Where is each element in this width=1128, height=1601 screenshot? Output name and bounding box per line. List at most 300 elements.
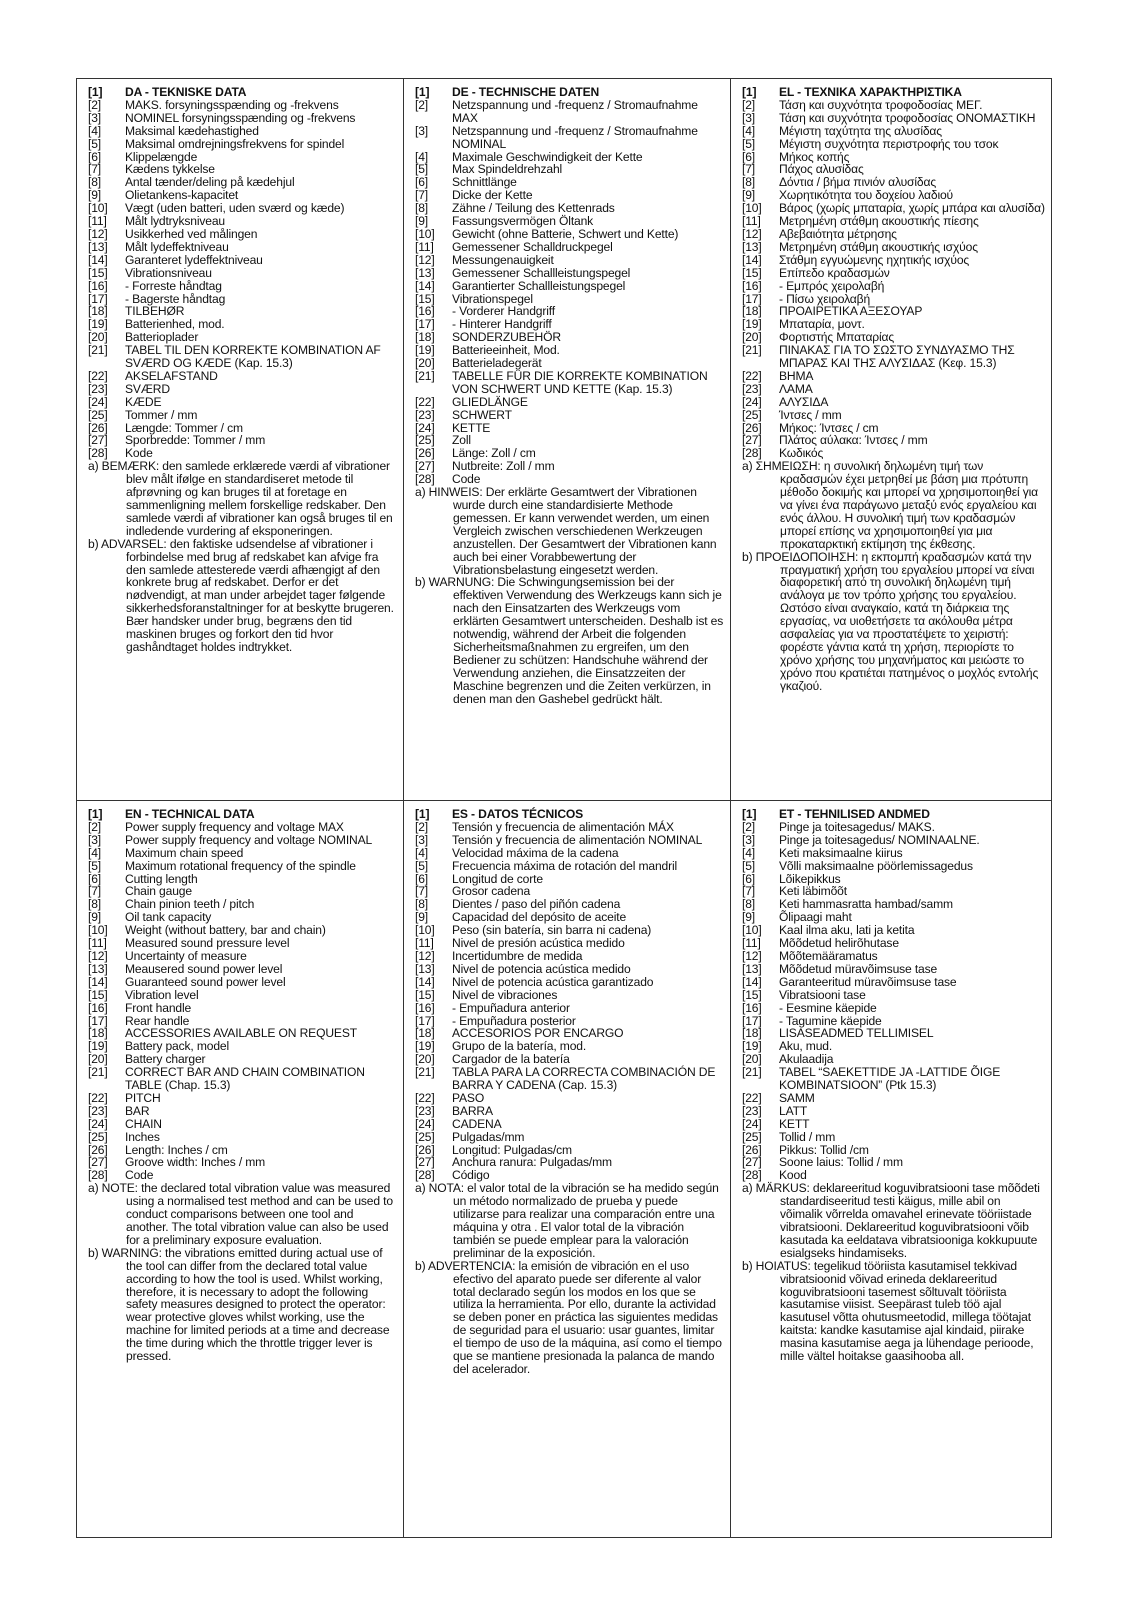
spec-item bbox=[88, 138, 397, 151]
item-number: [22] bbox=[742, 1090, 762, 1105]
spec-item bbox=[742, 1092, 1045, 1105]
item-label: Battery pack, model bbox=[125, 1039, 230, 1054]
item-label: Front handle bbox=[125, 1000, 192, 1015]
item-number: [12] bbox=[742, 948, 762, 963]
item-label: - Eesmine käepide bbox=[779, 1000, 877, 1015]
item-number: [8] bbox=[742, 175, 755, 190]
spec-item bbox=[415, 396, 724, 409]
item-label: EL - ΤΕΧΝΙΚΑ ΧΑΡΑΚΤΗΡΙΣΤΙΚΑ bbox=[779, 85, 962, 99]
item-label: ΒΗΜΑ bbox=[779, 368, 814, 383]
item-label: Μπαταρία, μοντ. bbox=[779, 317, 865, 332]
item-number: [4] bbox=[415, 845, 428, 860]
spec-item bbox=[742, 976, 1045, 989]
item-number: [1] bbox=[88, 85, 103, 99]
item-number: [17] bbox=[415, 1013, 435, 1028]
section-da bbox=[77, 79, 404, 801]
item-label: CADENA bbox=[452, 1116, 502, 1131]
warning-b: b) HOIATUS: tegelikud tööriista kasutamisel tekkivad vibratsioonid võivad erineda deklareeritud koguvibratsiooni tasemest sõltuvalt tööriista kasutamise viisist. Seepärast tuleb töö ajal kasutusel võtta ohutusmeetodid, millega töötajat kaitsta: kandke kasutamise ajal kindaid, piirake masina kasutamise aega ja lühendage perioode, mille vältel hoitakse gaasihooba all. bbox=[742, 1258, 1034, 1364]
item-number: [23] bbox=[88, 1103, 108, 1118]
item-number: [15] bbox=[415, 987, 435, 1002]
item-label: Mõõdetud helirõhutase bbox=[779, 936, 899, 951]
item-label: Nivel de potencia acústica medido bbox=[452, 961, 631, 976]
item-number: [13] bbox=[88, 961, 108, 976]
item-label: LATT bbox=[779, 1103, 808, 1118]
spec-item bbox=[742, 963, 1045, 976]
spec-item bbox=[742, 125, 1045, 138]
item-label: DE - TECHNISCHE DATEN bbox=[452, 85, 600, 99]
item-number: [2] bbox=[88, 819, 101, 834]
item-label: - Hinterer Handgriff bbox=[452, 317, 552, 332]
item-number: [17] bbox=[88, 1013, 108, 1028]
spec-item bbox=[88, 344, 397, 370]
item-label: Código bbox=[452, 1168, 490, 1183]
item-label: Χωρητικότητα του δοχείου λαδιού bbox=[779, 188, 954, 203]
item-number: [25] bbox=[742, 407, 762, 422]
item-number: [7] bbox=[88, 162, 101, 177]
spec-item bbox=[88, 860, 397, 873]
item-label: PASO bbox=[452, 1090, 485, 1105]
section-el bbox=[731, 79, 1051, 801]
item-number: [9] bbox=[88, 188, 101, 203]
item-number: [7] bbox=[742, 162, 755, 177]
item-label: Grupo de la batería, mod. bbox=[452, 1039, 587, 1054]
spec-item bbox=[88, 280, 397, 293]
item-number: [10] bbox=[88, 201, 108, 216]
item-label: Tommer / mm bbox=[125, 407, 198, 422]
item-number: [18] bbox=[742, 1026, 762, 1041]
item-number: [22] bbox=[742, 368, 762, 383]
item-label: SCHWERT bbox=[452, 407, 512, 422]
spec-item bbox=[88, 125, 397, 138]
item-number: [19] bbox=[88, 317, 108, 332]
item-label: BARRA bbox=[452, 1103, 493, 1118]
item-label: NOMINEL forsyningsspænding og -frekvens bbox=[125, 110, 356, 125]
item-label: Αβεβαιότητα μέτρησης bbox=[779, 226, 897, 241]
item-label: Akulaadija bbox=[779, 1052, 834, 1067]
item-number: [18] bbox=[88, 304, 108, 319]
item-label: Nivel de potencia acústica garantizado bbox=[452, 974, 654, 989]
item-label: Kaal ilma aku, lati ja ketita bbox=[779, 923, 915, 938]
item-number: [3] bbox=[742, 110, 755, 125]
spec-item bbox=[415, 241, 724, 254]
spec-item bbox=[742, 1105, 1045, 1118]
item-label: Vibratsiooni tase bbox=[779, 987, 866, 1002]
item-number: [21] bbox=[88, 1065, 108, 1080]
item-number: [1] bbox=[742, 85, 757, 99]
spec-item bbox=[742, 834, 1045, 847]
note-a: a) NOTA: el valor total de la vibración se ha medido según un método normalizado de prueba y puede utilizarse para realizar una comparación entre una máquina y otra . El valor total de la vibración también se puede emplear para la valoración preliminar de la exposición. bbox=[415, 1181, 719, 1260]
item-label: Μέγιστη συχνότητα περιστροφής του τσοκ bbox=[779, 136, 999, 151]
spec-item bbox=[415, 370, 724, 396]
item-number: [27] bbox=[742, 1155, 762, 1170]
item-number: [14] bbox=[88, 974, 108, 989]
item-label: Tollid / mm bbox=[779, 1129, 836, 1144]
section-title bbox=[415, 86, 724, 99]
item-number: [1] bbox=[415, 807, 430, 821]
item-label: Maximum chain speed bbox=[125, 845, 244, 860]
spec-item bbox=[742, 847, 1045, 860]
item-number: [3] bbox=[415, 832, 428, 847]
spec-item bbox=[88, 950, 397, 963]
item-number: [13] bbox=[415, 265, 435, 280]
spec-item bbox=[742, 989, 1045, 1002]
item-label: Messungenauigkeit bbox=[452, 252, 554, 267]
spec-item bbox=[742, 396, 1045, 409]
item-number: [7] bbox=[88, 884, 101, 899]
item-label: Keti hammasratta hambad/samm bbox=[779, 897, 953, 912]
item-number: [17] bbox=[742, 1013, 762, 1028]
spec-item bbox=[88, 241, 397, 254]
spec-item bbox=[415, 1105, 724, 1118]
item-number: [26] bbox=[742, 420, 762, 435]
item-label: Nivel de presión acústica medido bbox=[452, 936, 625, 951]
item-number: [24] bbox=[742, 394, 762, 409]
item-label: CHAIN bbox=[125, 1116, 162, 1131]
item-label: Max Spindeldrehzahl bbox=[452, 162, 563, 177]
item-number: [4] bbox=[88, 845, 101, 860]
item-label: Lõikepikkus bbox=[779, 871, 841, 886]
item-label: Στάθμη εγγυώμενης ηχητικής ισχύος bbox=[779, 252, 970, 267]
item-number: [8] bbox=[742, 897, 755, 912]
item-label: - Πίσω χειρολαβή bbox=[779, 291, 871, 306]
item-label: Klippelængde bbox=[125, 149, 198, 164]
warning-b: b) ADVARSEL: den faktiske udsendelse af vibrationer i forbindelse med brug af redskabet kan afvige fra den samlede attesterede værdi afhængigt af den konkrete brug af redskabet. Derfor er det nødvendigt, at man under arbejdet tager følgende sikkerhedsforanstaltninger for at beskytte brugeren. Bær handsker under brug, begræns den tid maskinen bruges og forkort den tid hvor gashåndtaget holdes indtrykket. bbox=[88, 536, 394, 654]
item-label: Kood bbox=[779, 1168, 807, 1183]
item-label: Weight (without battery, bar and chain) bbox=[125, 923, 326, 938]
item-number: [6] bbox=[415, 871, 428, 886]
item-label: TABELLE FÜR DIE KORREKTE KOMBINATION VON SCHWERT UND KETTE (Kap. 15.3) bbox=[452, 368, 708, 396]
item-number: [17] bbox=[415, 317, 435, 332]
spec-item bbox=[742, 344, 1045, 370]
item-label: Maksimal kædehastighed bbox=[125, 123, 259, 138]
item-label: - Empuñadura posterior bbox=[452, 1013, 576, 1028]
item-number: [6] bbox=[88, 149, 101, 164]
spec-item bbox=[415, 267, 724, 280]
item-label: ΑΛΥΣΙΔΑ bbox=[779, 394, 829, 409]
item-number: [16] bbox=[742, 1000, 762, 1015]
item-number: [11] bbox=[415, 239, 434, 254]
item-number: [10] bbox=[88, 923, 108, 938]
warning-b: b) ΠΡΟΕΙΔΟΠΟΙΗΣΗ: η εκπομπή κραδασμών κατά την πραγματική χρήση του εργαλείου μπορεί να είναι διαφορετική από τη συνολική δηλωμένη τιμή ανάλογα με τον τρόπο χρήσης του εργαλείου. Ωστόσο είναι αναγκαίο, κατά τη διάρκεια της εργασίας, να υιοθετήσετε τα ακόλουθα μέτρα ασφαλείας για να προστατέψετε το χειριστή: φορέστε γάντια κατά τη χρήση, περιορίστε το χρόνο χρήσης του μηχανήματος και μειώστε το χρόνο που κρατιέται πατημένος ο μοχλός εντολής γκαζιού. bbox=[742, 549, 1039, 693]
item-number: [2] bbox=[415, 97, 428, 112]
item-label: Fassungsvermögen Öltank bbox=[452, 214, 594, 229]
warning-b: b) WARNUNG: Die Schwingungsemission bei der effektiven Verwendung des Werkzeugs kann sich je nach den Einsatzarten des Werkzeugs vom erklärten Gesamtwert unterscheiden. Deshalb ist es notwendig, während der Arbeit die folgenden Sicherheitsmaßnahmen zu ergreifen, um den Bediener zu schützen: Handschuhe während der Verwendung anziehen, die Einsatzzeiten der Maschine begrenzen und die Zeiten verkürzen, in denen man den Gashebel gedrückt hält. bbox=[415, 575, 724, 706]
item-label: Pikkus: Tollid /cm bbox=[779, 1142, 869, 1157]
item-number: [20] bbox=[415, 356, 435, 371]
item-label: Kædens tykkelse bbox=[125, 162, 215, 177]
spec-item bbox=[742, 228, 1045, 241]
item-label: Målt lydeffektniveau bbox=[125, 239, 229, 254]
item-label: Batterieladegerät bbox=[452, 356, 542, 371]
item-label: Measured sound pressure level bbox=[125, 936, 290, 951]
item-label: Inches bbox=[125, 1129, 160, 1144]
item-label: SVÆRD bbox=[125, 381, 170, 396]
spec-item bbox=[742, 1002, 1045, 1015]
spec-item bbox=[415, 950, 724, 963]
spec-item bbox=[88, 1002, 397, 1015]
item-label: Βάρος (χωρίς μπαταρία, χωρίς μπάρα και αλυσίδα) bbox=[779, 201, 1045, 216]
item-number: [25] bbox=[415, 433, 435, 448]
item-number: [5] bbox=[742, 858, 755, 873]
item-number: [10] bbox=[742, 201, 762, 216]
item-number: [23] bbox=[742, 1103, 762, 1118]
item-label: PITCH bbox=[125, 1090, 161, 1105]
item-number: [28] bbox=[415, 472, 435, 487]
spec-item bbox=[742, 1066, 1045, 1092]
item-number: [22] bbox=[88, 1090, 108, 1105]
item-label: Chain gauge bbox=[125, 884, 192, 899]
item-label: Vægt (uden batteri, uden sværd og kæde) bbox=[125, 201, 345, 216]
item-number: [19] bbox=[742, 317, 762, 332]
item-label: Power supply frequency and voltage MAX bbox=[125, 819, 344, 834]
spec-item bbox=[88, 1118, 397, 1131]
item-label: BAR bbox=[125, 1103, 150, 1118]
item-label: TABEL “SAEKETTIDE JA -LATTIDE ÕIGE KOMBINATSIOON” (Ptk 15.3) bbox=[779, 1065, 1001, 1093]
item-label: Power supply frequency and voltage NOMINAL bbox=[125, 832, 373, 847]
item-number: [15] bbox=[742, 987, 762, 1002]
item-label: SAMM bbox=[779, 1090, 815, 1105]
item-number: [25] bbox=[88, 407, 108, 422]
item-label: CORRECT BAR AND CHAIN COMBINATION TABLE (Chap. 15.3) bbox=[125, 1065, 365, 1093]
section-et bbox=[731, 801, 1051, 1537]
item-label: Rear handle bbox=[125, 1013, 190, 1028]
spec-item bbox=[88, 1066, 397, 1092]
item-number: [2] bbox=[742, 819, 755, 834]
item-number: [15] bbox=[742, 265, 762, 280]
spec-item bbox=[88, 383, 397, 396]
item-label: Målt lydtryksniveau bbox=[125, 214, 225, 229]
section-de bbox=[404, 79, 731, 801]
item-number: [6] bbox=[88, 871, 101, 886]
spec-item bbox=[88, 228, 397, 241]
warning-b: b) ADVERTENCIA: la emisión de vibración en el uso efectivo del aparato puede ser diferente al valor total declarado según los modos en los que se utiliza la herramienta. Por ello, durante la actividad se deben poner en práctica las siguientes medidas de seguridad para el usuario: usar guantes, limitar el tiempo de uso de la máquina, así como el tiempo que se mantiene presionada la palanca de mando del acelerador. bbox=[415, 1258, 722, 1376]
item-label: Soone laius: Tollid / mm bbox=[779, 1155, 903, 1170]
item-number: [27] bbox=[88, 433, 108, 448]
item-number: [21] bbox=[742, 1065, 762, 1080]
item-number: [9] bbox=[415, 214, 428, 229]
item-label: Κωδικός bbox=[779, 446, 824, 461]
section-title bbox=[88, 86, 397, 99]
spec-item bbox=[88, 989, 397, 1002]
item-number: [14] bbox=[742, 252, 762, 267]
spec-item bbox=[742, 112, 1045, 125]
item-number: [26] bbox=[742, 1142, 762, 1157]
item-label: TABLA PARA LA CORRECTA COMBINACIÓN DE BARRA Y CADENA (Cap. 15.3) bbox=[452, 1065, 716, 1093]
item-label: AKSELAFSTAND bbox=[125, 368, 218, 383]
item-label: Netzspannung und -frequenz / Stromaufnahme NOMINAL bbox=[452, 123, 698, 151]
item-number: [3] bbox=[415, 123, 428, 138]
item-label: ACCESSORIES AVAILABLE ON REQUEST bbox=[125, 1026, 357, 1041]
item-number: [6] bbox=[742, 149, 755, 164]
item-number: [24] bbox=[88, 394, 108, 409]
item-label: Aku, mud. bbox=[779, 1039, 833, 1054]
item-number: [20] bbox=[88, 330, 108, 345]
item-number: [5] bbox=[88, 136, 101, 151]
item-label: Cutting length bbox=[125, 871, 198, 886]
item-number: [9] bbox=[415, 910, 428, 925]
item-label: Zoll bbox=[452, 433, 471, 448]
item-label: Pulgadas/mm bbox=[452, 1129, 525, 1144]
item-label: Πλάτος αύλακα: Ίντσες / mm bbox=[779, 433, 928, 448]
item-number: [10] bbox=[415, 923, 435, 938]
spec-item bbox=[742, 1131, 1045, 1144]
item-label: Garanteeritud müravõimsuse tase bbox=[779, 974, 957, 989]
item-label: Dicke der Kette bbox=[452, 188, 533, 203]
item-label: Garantierter Schallleistungspegel bbox=[452, 278, 626, 293]
item-number: [4] bbox=[88, 123, 101, 138]
spec-item bbox=[88, 267, 397, 280]
item-label: Uncertainty of measure bbox=[125, 948, 247, 963]
item-number: [20] bbox=[742, 330, 762, 345]
item-label: Ίντσες / mm bbox=[779, 407, 842, 422]
item-number: [21] bbox=[415, 368, 435, 383]
section-es bbox=[404, 801, 731, 1537]
spec-item bbox=[415, 254, 724, 267]
item-label: Code bbox=[125, 1168, 154, 1183]
spec-item bbox=[415, 963, 724, 976]
spec-item bbox=[742, 241, 1045, 254]
item-number: [28] bbox=[88, 446, 108, 461]
item-number: [22] bbox=[415, 394, 435, 409]
item-number: [2] bbox=[415, 819, 428, 834]
item-label: Maximale Geschwindigkeit der Kette bbox=[452, 149, 643, 164]
item-label: Peso (sin batería, sin barra ni cadena) bbox=[452, 923, 652, 938]
item-number: [18] bbox=[415, 1026, 435, 1041]
item-label: Garanteret lydeffektniveau bbox=[125, 252, 263, 267]
item-label: Incertidumbre de medida bbox=[452, 948, 583, 963]
item-number: [15] bbox=[415, 291, 435, 306]
item-label: Pinge ja toitesagedus/ NOMINAALNE. bbox=[779, 832, 980, 847]
item-number: [22] bbox=[88, 368, 108, 383]
note-a: a) HINWEIS: Der erklärte Gesamtwert der Vibrationen wurde durch eine standardisierte Methode gemessen. Er kann verwendet werden, um einen Vergleich zwischen verschiedenen Werkzeugen anzustellen. Der Gesamtwert der Vibrationen kann auch bei einer Vorabbewertung der Vibrationsbelastung eingesetzt werden. bbox=[415, 485, 717, 577]
item-number: [20] bbox=[415, 1052, 435, 1067]
item-number: [15] bbox=[88, 987, 108, 1002]
item-label: Mõõdetud müravõimsuse tase bbox=[779, 961, 938, 976]
item-label: EN - TECHNICAL DATA bbox=[125, 807, 255, 821]
spec-item bbox=[415, 976, 724, 989]
item-number: [27] bbox=[415, 459, 435, 474]
item-number: [6] bbox=[415, 175, 428, 190]
spec-item bbox=[415, 989, 724, 1002]
item-number: [20] bbox=[88, 1052, 108, 1067]
note-a: a) ΣΗΜΕΙΩΣΗ: η συνολική δηλωμένη τιμή των κραδασμών έχει μετρηθεί με βάση μια πρότυπη μέθοδο δοκιμής και μπορεί να χρησιμοποιηθεί για να γίνει ένα παράγωνο μεταξύ ενός εργαλείου και ενός άλλου. Η συνολική τιμή των κραδασμών μπορεί επίσης να χρησιμοποιηθεί για μια προκαταρκτική εκτίμηση της έκθεσης. bbox=[742, 459, 1039, 551]
item-number: [1] bbox=[88, 807, 103, 821]
spec-item bbox=[415, 1118, 724, 1131]
item-label: TABEL TIL DEN KORREKTE KOMBINATION AF SVÆRD OG KÆDE (Kap. 15.3) bbox=[125, 343, 381, 371]
item-number: [3] bbox=[88, 832, 101, 847]
item-number: [26] bbox=[88, 1142, 108, 1157]
item-label: Batterieeinheit, Mod. bbox=[452, 343, 560, 358]
spec-item bbox=[415, 834, 724, 847]
spec-item bbox=[415, 860, 724, 873]
item-label: Õlipaagi maht bbox=[779, 910, 852, 925]
item-number: [11] bbox=[742, 214, 761, 229]
item-number: [13] bbox=[88, 239, 108, 254]
spec-item bbox=[742, 370, 1045, 383]
spec-item bbox=[742, 409, 1045, 422]
item-number: [4] bbox=[742, 845, 755, 860]
spec-item bbox=[742, 280, 1045, 293]
item-label: Grosor cadena bbox=[452, 884, 531, 899]
item-label: Batterioplader bbox=[125, 330, 199, 345]
item-number: [26] bbox=[415, 446, 435, 461]
note-a: a) MÄRKUS: deklareeritud koguvibratsiooni tase mõõdeti standardiseeritud testi käigus, mille abil on võimalik võrrelda omavahel erinevate tööriistade vibratsiooni. Deklareeritud koguvibratsiooni võib kasutada ka eeldatava vibratsiooniga kokkupuute esialgseks hindamiseks. bbox=[742, 1181, 1040, 1260]
spec-item bbox=[88, 1092, 397, 1105]
item-number: [1] bbox=[742, 807, 757, 821]
item-label: Vibrationspegel bbox=[452, 291, 533, 306]
spec-item bbox=[415, 821, 724, 834]
section-title bbox=[742, 86, 1045, 99]
item-number: [25] bbox=[415, 1129, 435, 1144]
item-label: Groove width: Inches / mm bbox=[125, 1155, 266, 1170]
item-label: Length: Inches / cm bbox=[125, 1142, 228, 1157]
item-label: Vibration level bbox=[125, 987, 199, 1002]
item-number: [5] bbox=[742, 136, 755, 151]
item-number: [14] bbox=[415, 974, 435, 989]
item-number: [23] bbox=[415, 1103, 435, 1118]
item-label: Frecuencia máxima de rotación del mandril bbox=[452, 858, 678, 873]
item-number: [20] bbox=[742, 1052, 762, 1067]
item-label: Battery charger bbox=[125, 1052, 206, 1067]
item-label: ET - TEHNILISED ANDMED bbox=[779, 807, 930, 821]
item-number: [14] bbox=[742, 974, 762, 989]
spec-item bbox=[88, 112, 397, 125]
item-number: [8] bbox=[415, 201, 428, 216]
item-number: [11] bbox=[88, 214, 107, 229]
item-number: [3] bbox=[742, 832, 755, 847]
spec-item bbox=[742, 138, 1045, 151]
spec-item bbox=[88, 409, 397, 422]
item-number: [22] bbox=[415, 1090, 435, 1105]
item-number: [25] bbox=[88, 1129, 108, 1144]
spec-item bbox=[742, 860, 1045, 873]
spec-item bbox=[415, 228, 724, 241]
item-number: [25] bbox=[742, 1129, 762, 1144]
spec-item bbox=[88, 963, 397, 976]
item-number: [4] bbox=[742, 123, 755, 138]
spec-item bbox=[88, 847, 397, 860]
item-number: [28] bbox=[742, 1168, 762, 1183]
item-number: [13] bbox=[415, 961, 435, 976]
item-label: - Empuñadura anterior bbox=[452, 1000, 570, 1015]
item-number: [19] bbox=[415, 1039, 435, 1054]
spec-item bbox=[88, 254, 397, 267]
spec-item bbox=[415, 357, 724, 370]
item-number: [12] bbox=[415, 948, 435, 963]
item-label: Meausered sound power level bbox=[125, 961, 283, 976]
section-title bbox=[742, 808, 1045, 821]
item-label: Dientes / paso del piñón cadena bbox=[452, 897, 621, 912]
item-label: Nutbreite: Zoll / mm bbox=[452, 459, 555, 474]
item-label: Zähne / Teilung des Kettenrads bbox=[452, 201, 615, 216]
item-number: [5] bbox=[415, 162, 428, 177]
item-number: [1] bbox=[415, 85, 430, 99]
item-label: Μετρημένη στάθμη ακουστικής πίεσης bbox=[779, 214, 979, 229]
item-number: [27] bbox=[88, 1155, 108, 1170]
item-number: [10] bbox=[742, 923, 762, 938]
item-label: Cargador de la batería bbox=[452, 1052, 570, 1067]
item-label: Capacidad del depósito de aceite bbox=[452, 910, 627, 925]
item-number: [24] bbox=[415, 1116, 435, 1131]
item-number: [15] bbox=[88, 265, 108, 280]
spec-item bbox=[415, 1092, 724, 1105]
item-label: Mõõtemääramatus bbox=[779, 948, 878, 963]
spec-sheet bbox=[76, 78, 1052, 1538]
item-label: Μήκος κοπής bbox=[779, 149, 850, 164]
item-label: - Vorderer Handgriff bbox=[452, 304, 555, 319]
item-number: [7] bbox=[415, 188, 428, 203]
item-label: Gemessener Schallleistungspegel bbox=[452, 265, 631, 280]
